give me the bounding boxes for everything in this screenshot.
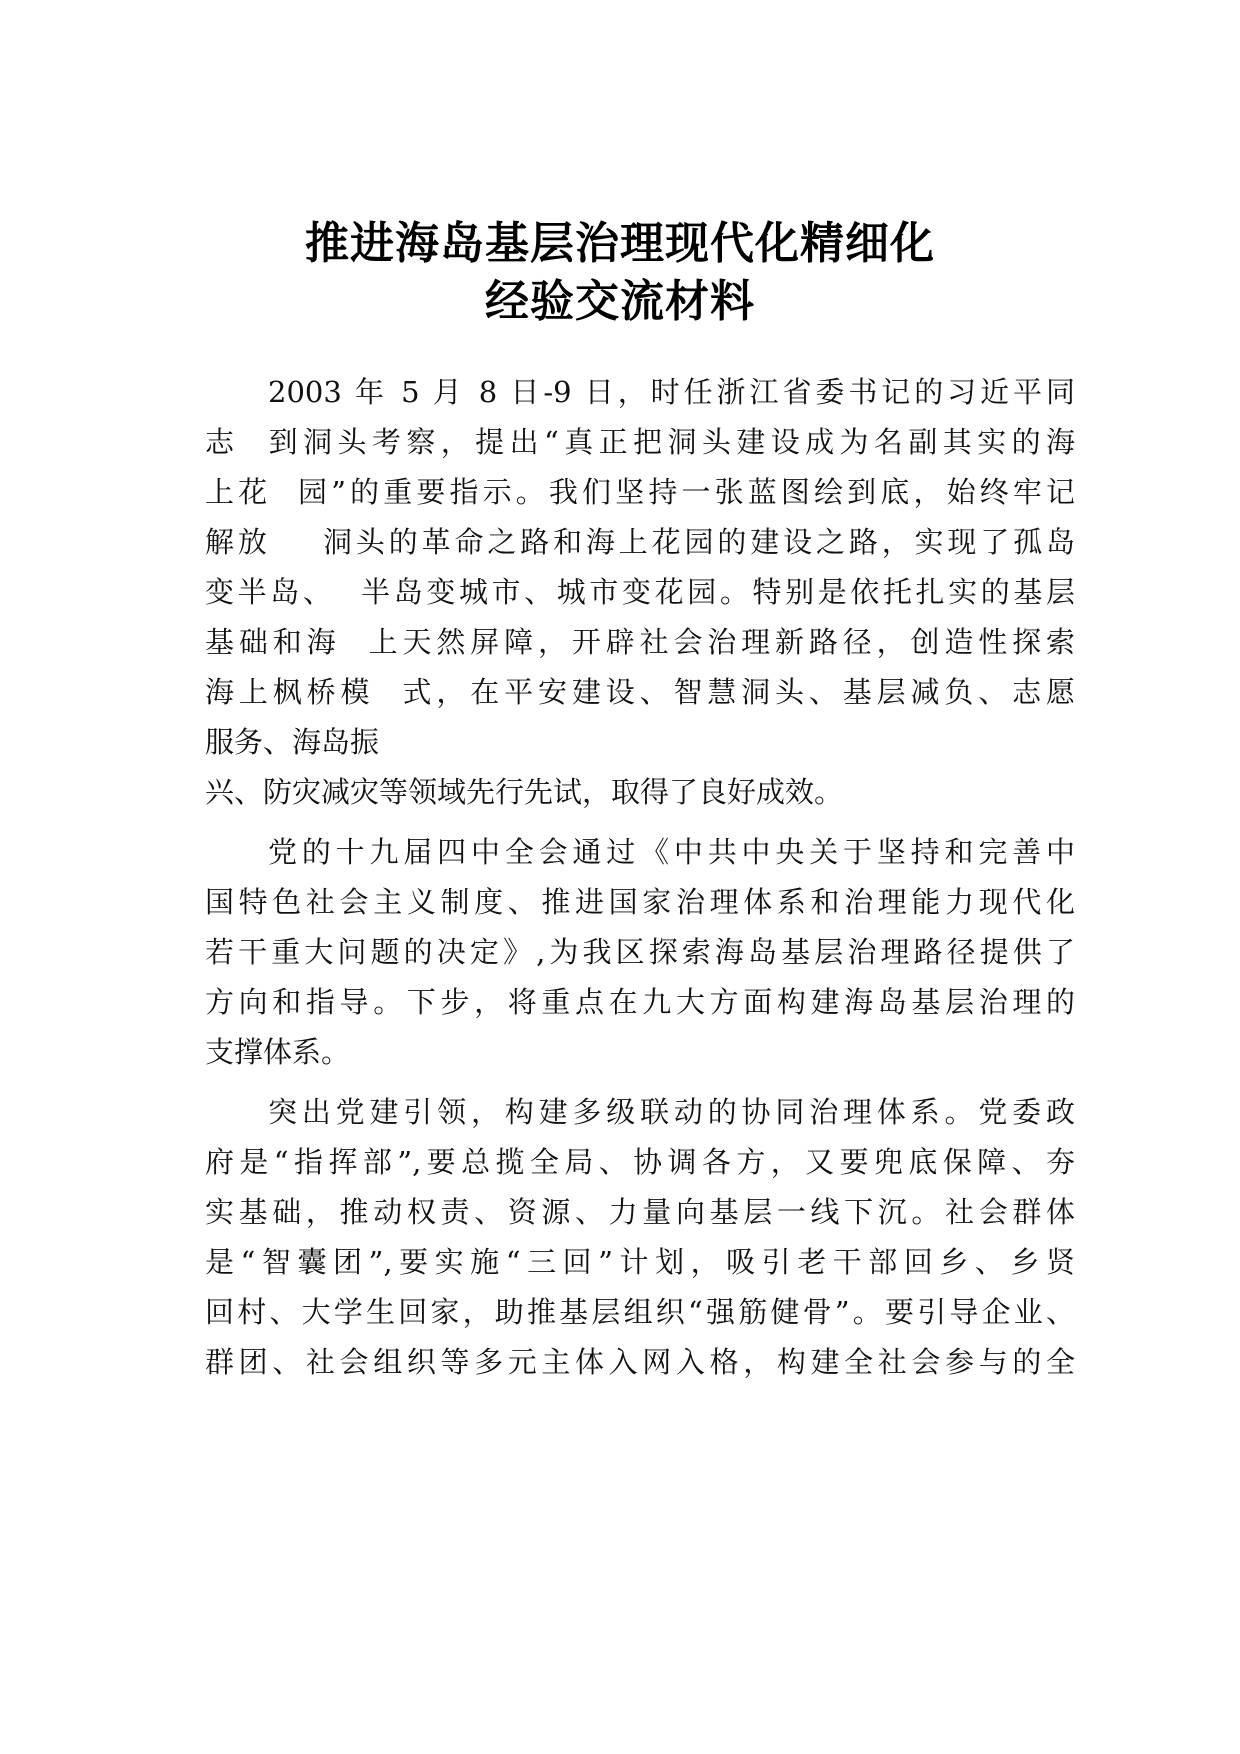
document-title-line-2: 经验交流材料	[485, 276, 755, 327]
paragraph-line: 上花 园”的重要指示。我们坚持一张蓝图绘到底，始终牢记	[205, 475, 1075, 509]
paragraph-line: 实基础，推动权责、资源、力量向基层一线下沉。社会群体	[205, 1195, 1075, 1229]
paragraph-line: 服务、海岛振	[205, 725, 380, 759]
paragraph-line: 方向和指导。下步，将重点在九大方面构建海岛基层治理的	[205, 985, 1075, 1019]
paragraph-line: 群团、社会组织等多元主体入网入格，构建全社会参与的全	[205, 1345, 1075, 1379]
paragraph-line: 党的十九届四中全会通过《中共中央关于坚持和完善中	[268, 835, 1075, 869]
paragraph-line: 支撑体系。	[205, 1035, 351, 1069]
paragraph-line: 府是“指挥部”,要总揽全局、协调各方，又要兜底保障、夯	[205, 1145, 1075, 1179]
paragraph-line: 是“智囊团”,要实施“三回”计划，吸引老干部回乡、乡贤	[205, 1245, 1075, 1279]
paragraph-line: 志 到洞头考察，提出“真正把洞头建设成为名副其实的海	[205, 425, 1075, 459]
paragraph-line: 解放 洞头的革命之路和海上花园的建设之路，实现了孤岛	[205, 525, 1075, 559]
paragraph-line: 突出党建引领，构建多级联动的协同治理体系。党委政	[268, 1095, 1075, 1129]
paragraph-line: 若干重大问题的决定》,为我区探索海岛基层治理路径提供了	[205, 935, 1075, 969]
paragraph-line: 2003 年 5 月 8 日-9 日，时任浙江省委书记的习近平同	[268, 375, 1075, 409]
paragraph-line: 变半岛、 半岛变城市、城市变花园。特别是依托扎实的基层	[205, 575, 1075, 609]
document-title-line-1: 推进海岛基层治理现代化精细化	[305, 218, 935, 269]
paragraph-line: 基础和海 上天然屏障，开辟社会治理新路径，创造性探索	[205, 625, 1075, 659]
paragraph-line: 回村、大学生回家，助推基层组织“强筋健骨”。要引导企业、	[205, 1295, 1075, 1329]
paragraph-line: 国特色社会主义制度、推进国家治理体系和治理能力现代化	[205, 885, 1075, 919]
paragraph-line: 海上枫桥模 式，在平安建设、智慧洞头、基层减负、志愿	[205, 675, 1075, 709]
paragraph-line: 兴、防灾减灾等领域先行先试，取得了良好成效。	[205, 775, 844, 809]
